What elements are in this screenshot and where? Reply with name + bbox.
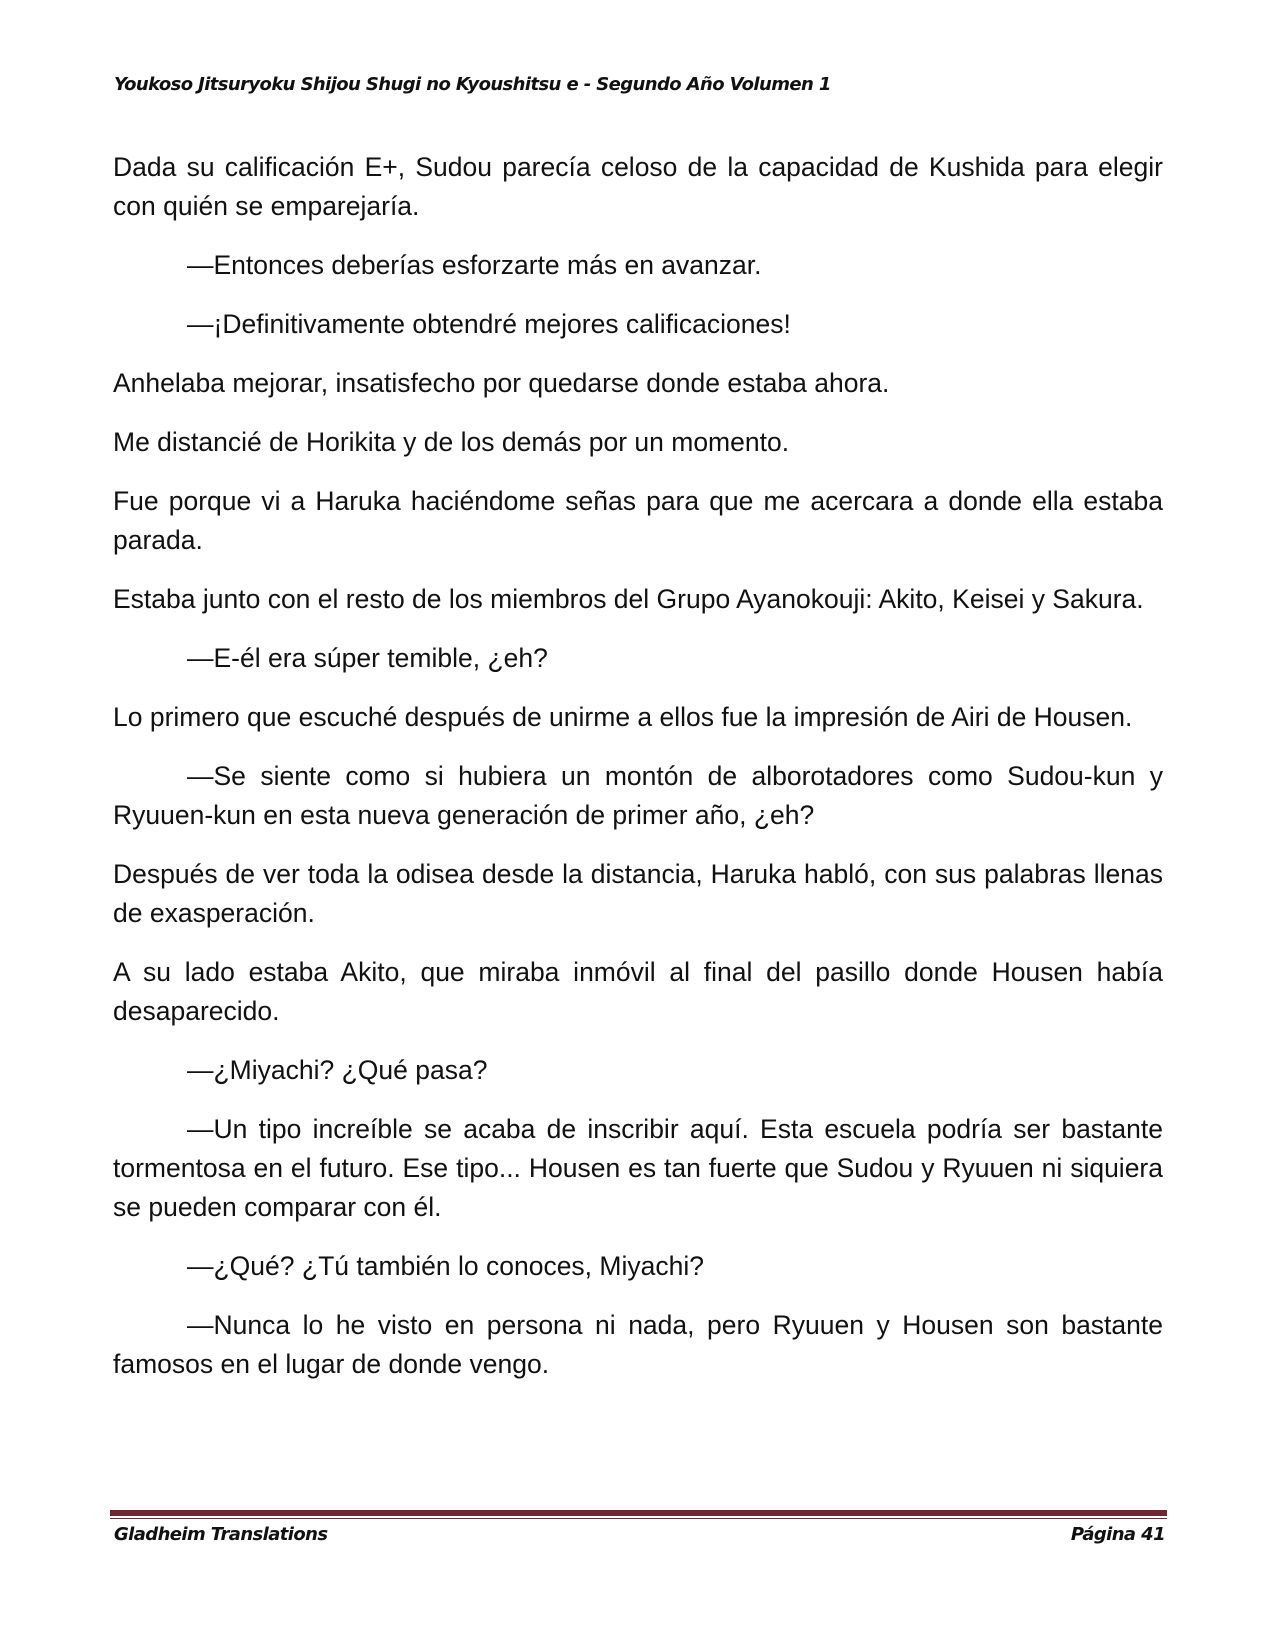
narration-paragraph: Me distancié de Horikita y de los demás por un momento. [113,427,790,457]
dialogue-paragraph: —¿Miyachi? ¿Qué pasa? [187,1055,488,1085]
dialogue-paragraph: —¿Qué? ¿Tú también lo conoces, Miyachi? [187,1251,704,1281]
narration-paragraph: Estaba junto con el resto de los miembros del Grupo Ayanokouji: Akito, Keisei y Sakura. [113,584,1144,614]
dialogue-paragraph: —Entonces deberías esforzarte más en avanzar. [187,250,762,280]
dialogue-paragraph: —¡Definitivamente obtendré mejores calificaciones! [187,309,791,339]
dialogue-paragraph: —Nunca lo he visto en persona ni nada, pero Ryuuen y Housen son bastante famosos en el lugar de donde vengo. [113,1310,1163,1379]
footer-divider [110,1510,1167,1519]
narration-paragraph: Fue porque vi a Haruka haciéndome señas para que me acercara a donde ella estaba parada. [113,486,1163,555]
running-header: Youkoso Jitsuryoku Shijou Shugi no Kyoushitsu e - Segundo Año Volumen 1 [114,74,831,95]
narration-paragraph: Anhelaba mejorar, insatisfecho por quedarse donde estaba ahora. [113,368,890,398]
dialogue-paragraph: —Se siente como si hubiera un montón de alborotadores como Sudou-kun y Ryuuen-kun en esta nueva generación de primer año, ¿eh? [113,761,1163,830]
dialogue-paragraph: —Un tipo increíble se acaba de inscribir aquí. Esta escuela podría ser bastante tormentosa en el futuro. Ese tipo... Housen es tan fuerte que Sudou y Ryuuen ni siquiera se pueden comparar con él. [113,1114,1163,1222]
footer-page-number: Página 41 [1070,1524,1165,1545]
footer-divider-thin [110,1518,1167,1519]
page-body [113,148,1163,1404]
narration-paragraph: Después de ver toda la odisea desde la distancia, Haruka habló, con sus palabras llenas de exasperación. [113,859,1163,928]
narration-paragraph: A su lado estaba Akito, que miraba inmóvil al final del pasillo donde Housen había desaparecido. [113,957,1163,1026]
footer-divider-thick [110,1510,1167,1516]
footer-publisher: Gladheim Translations [114,1524,328,1545]
narration-paragraph: Dada su calificación E+, Sudou parecía celoso de la capacidad de Kushida para elegir con quién se emparejaría. [113,152,1163,221]
narration-paragraph: Lo primero que escuché después de unirme a ellos fue la impresión de Airi de Housen. [113,702,1133,732]
dialogue-paragraph: —E-él era súper temible, ¿eh? [187,643,548,673]
